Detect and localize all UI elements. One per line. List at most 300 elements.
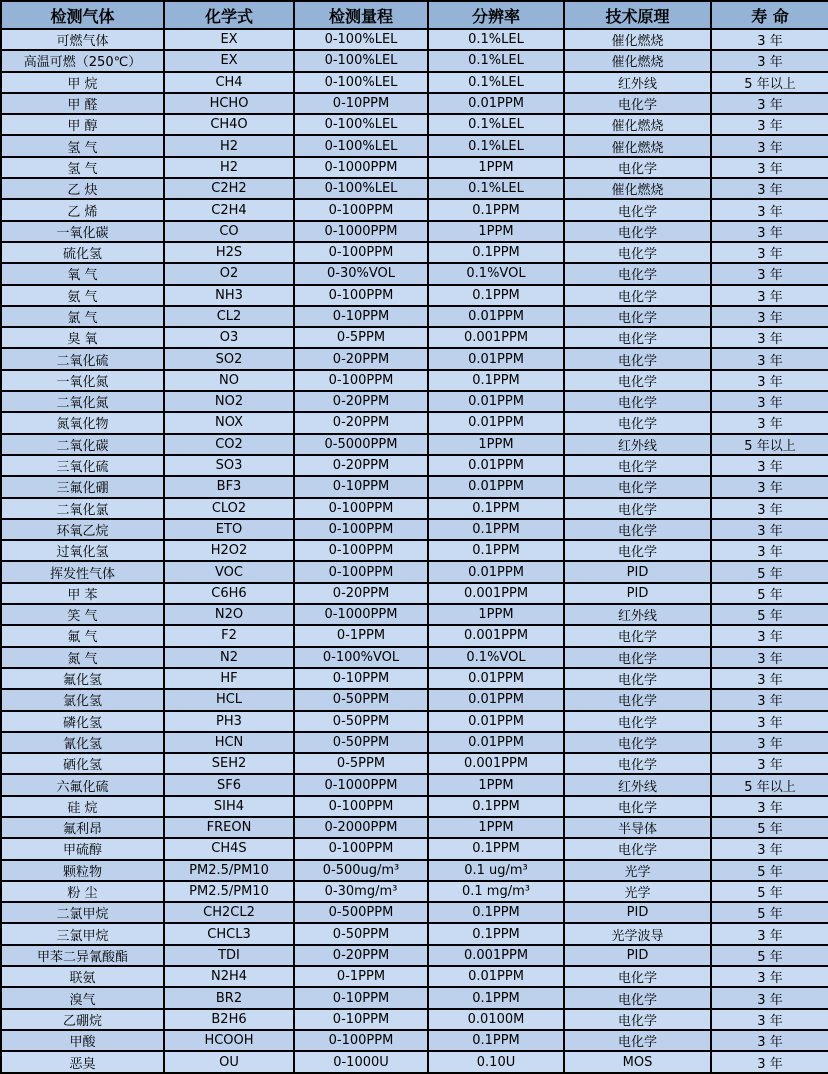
cell-lifespan: 3 年 bbox=[711, 1051, 828, 1073]
cell-resolution: 0.0100M bbox=[428, 1009, 564, 1030]
cell-range: 0-1PPM bbox=[294, 966, 428, 987]
cell-formula: EX bbox=[164, 29, 294, 50]
cell-formula: CH4 bbox=[164, 72, 294, 93]
cell-lifespan: 3 年 bbox=[711, 923, 828, 944]
cell-resolution: 1PPM bbox=[428, 604, 564, 625]
cell-principle: 催化燃烧 bbox=[564, 29, 711, 50]
cell-resolution: 0.01PPM bbox=[428, 391, 564, 412]
cell-principle: 电化学 bbox=[564, 1030, 711, 1051]
cell-lifespan: 3 年 bbox=[711, 625, 828, 646]
cell-formula: SF6 bbox=[164, 774, 294, 795]
cell-gas: 氢 气 bbox=[1, 157, 164, 178]
cell-resolution: 0.1PPM bbox=[428, 1030, 564, 1051]
header-principle: 技术原理 bbox=[564, 1, 711, 29]
cell-lifespan: 3 年 bbox=[711, 647, 828, 668]
cell-lifespan: 5 年 bbox=[711, 561, 828, 582]
cell-lifespan: 3 年 bbox=[711, 370, 828, 391]
cell-principle: 电化学 bbox=[564, 987, 711, 1008]
header-resolution: 分辨率 bbox=[428, 1, 564, 29]
cell-resolution: 0.001PPM bbox=[428, 625, 564, 646]
cell-range: 0-10PPM bbox=[294, 668, 428, 689]
cell-principle: 电化学 bbox=[564, 1009, 711, 1030]
cell-gas: 六氟化硫 bbox=[1, 774, 164, 795]
cell-resolution: 0.1%LEL bbox=[428, 29, 564, 50]
header-range: 检测量程 bbox=[294, 1, 428, 29]
cell-resolution: 0.01PPM bbox=[428, 476, 564, 497]
cell-lifespan: 3 年 bbox=[711, 263, 828, 284]
table-row bbox=[1, 987, 828, 1008]
cell-range: 0-1000PPM bbox=[294, 221, 428, 242]
cell-resolution: 0.01PPM bbox=[428, 561, 564, 582]
cell-range: 0-50PPM bbox=[294, 923, 428, 944]
cell-resolution: 0.1 mg/m³ bbox=[428, 881, 564, 902]
gas-table-body bbox=[1, 29, 828, 1073]
cell-lifespan: 5 年 bbox=[711, 583, 828, 604]
cell-resolution: 1PPM bbox=[428, 157, 564, 178]
cell-formula: OU bbox=[164, 1051, 294, 1073]
cell-gas: 颗粒物 bbox=[1, 860, 164, 881]
cell-resolution: 0.1%VOL bbox=[428, 647, 564, 668]
cell-resolution: 0.01PPM bbox=[428, 966, 564, 987]
header-row bbox=[1, 1, 828, 29]
cell-formula: PM2.5/PM10 bbox=[164, 860, 294, 881]
table-row bbox=[1, 72, 828, 93]
cell-resolution: 1PPM bbox=[428, 221, 564, 242]
cell-gas: 氰化氢 bbox=[1, 732, 164, 753]
cell-lifespan: 5 年以上 bbox=[711, 774, 828, 795]
cell-resolution: 0.01PPM bbox=[428, 689, 564, 710]
cell-range: 0-1PPM bbox=[294, 625, 428, 646]
cell-formula: NOX bbox=[164, 412, 294, 433]
cell-range: 0-100PPM bbox=[294, 838, 428, 859]
cell-range: 0-100PPM bbox=[294, 370, 428, 391]
cell-formula: C2H4 bbox=[164, 199, 294, 220]
table-row bbox=[1, 774, 828, 795]
header-gas: 检测气体 bbox=[1, 1, 164, 29]
table-row bbox=[1, 519, 828, 540]
cell-resolution: 0.1PPM bbox=[428, 285, 564, 306]
table-row bbox=[1, 434, 828, 455]
cell-principle: 光学波导 bbox=[564, 923, 711, 944]
cell-lifespan: 5 年 bbox=[711, 902, 828, 923]
cell-principle: 电化学 bbox=[564, 327, 711, 348]
cell-gas: 二氯甲烷 bbox=[1, 902, 164, 923]
cell-gas: 甲 醛 bbox=[1, 93, 164, 114]
cell-gas: 一氧化碳 bbox=[1, 221, 164, 242]
cell-formula: EX bbox=[164, 50, 294, 71]
cell-resolution: 0.01PPM bbox=[428, 732, 564, 753]
cell-formula: NO bbox=[164, 370, 294, 391]
cell-formula: SEH2 bbox=[164, 753, 294, 774]
cell-lifespan: 3 年 bbox=[711, 987, 828, 1008]
cell-gas: 氯 气 bbox=[1, 306, 164, 327]
cell-resolution: 0.1%LEL bbox=[428, 50, 564, 71]
cell-gas: 氟 气 bbox=[1, 625, 164, 646]
cell-formula: SO2 bbox=[164, 348, 294, 369]
cell-principle: 电化学 bbox=[564, 455, 711, 476]
cell-resolution: 0.1%LEL bbox=[428, 178, 564, 199]
cell-range: 0-5000PPM bbox=[294, 434, 428, 455]
cell-gas: 三氧化硫 bbox=[1, 455, 164, 476]
cell-gas: 可燃气体 bbox=[1, 29, 164, 50]
table-row bbox=[1, 881, 828, 902]
table-row bbox=[1, 221, 828, 242]
cell-range: 0-2000PPM bbox=[294, 817, 428, 838]
cell-formula: O3 bbox=[164, 327, 294, 348]
cell-formula: FREON bbox=[164, 817, 294, 838]
table-row bbox=[1, 796, 828, 817]
cell-range: 0-10PPM bbox=[294, 476, 428, 497]
cell-formula: HCOOH bbox=[164, 1030, 294, 1051]
cell-formula: NO2 bbox=[164, 391, 294, 412]
cell-resolution: 0.01PPM bbox=[428, 412, 564, 433]
cell-formula: F2 bbox=[164, 625, 294, 646]
cell-principle: 催化燃烧 bbox=[564, 135, 711, 156]
cell-principle: MOS bbox=[564, 1051, 711, 1073]
cell-gas: 硒化氢 bbox=[1, 753, 164, 774]
cell-range: 0-100PPM bbox=[294, 796, 428, 817]
cell-principle: 半导体 bbox=[564, 817, 711, 838]
cell-formula: PM2.5/PM10 bbox=[164, 881, 294, 902]
cell-formula: CH2CL2 bbox=[164, 902, 294, 923]
cell-lifespan: 3 年 bbox=[711, 157, 828, 178]
table-row bbox=[1, 1051, 828, 1073]
cell-lifespan: 3 年 bbox=[711, 242, 828, 263]
table-row bbox=[1, 285, 828, 306]
cell-formula: C2H2 bbox=[164, 178, 294, 199]
table-row bbox=[1, 945, 828, 966]
cell-range: 0-1000U bbox=[294, 1051, 428, 1073]
cell-gas: 甲硫醇 bbox=[1, 838, 164, 859]
cell-range: 0-50PPM bbox=[294, 732, 428, 753]
table-row bbox=[1, 93, 828, 114]
cell-principle: 光学 bbox=[564, 860, 711, 881]
cell-range: 0-100%LEL bbox=[294, 50, 428, 71]
cell-formula: HCL bbox=[164, 689, 294, 710]
cell-lifespan: 3 年 bbox=[711, 668, 828, 689]
table-row bbox=[1, 604, 828, 625]
cell-resolution: 0.1%LEL bbox=[428, 135, 564, 156]
cell-principle: 红外线 bbox=[564, 434, 711, 455]
header-lifespan: 寿 命 bbox=[711, 1, 828, 29]
cell-range: 0-100%VOL bbox=[294, 647, 428, 668]
cell-principle: 电化学 bbox=[564, 412, 711, 433]
cell-lifespan: 3 年 bbox=[711, 1009, 828, 1030]
cell-formula: N2 bbox=[164, 647, 294, 668]
cell-formula: BR2 bbox=[164, 987, 294, 1008]
cell-principle: 电化学 bbox=[564, 838, 711, 859]
cell-principle: 催化燃烧 bbox=[564, 178, 711, 199]
cell-resolution: 0.01PPM bbox=[428, 668, 564, 689]
cell-gas: 氧 气 bbox=[1, 263, 164, 284]
cell-gas: 二氧化氯 bbox=[1, 498, 164, 519]
cell-formula: H2 bbox=[164, 135, 294, 156]
cell-gas: 氟化氢 bbox=[1, 668, 164, 689]
cell-formula: CO bbox=[164, 221, 294, 242]
table-row bbox=[1, 327, 828, 348]
cell-lifespan: 3 年 bbox=[711, 689, 828, 710]
cell-formula: O2 bbox=[164, 263, 294, 284]
cell-lifespan: 3 年 bbox=[711, 327, 828, 348]
cell-lifespan: 3 年 bbox=[711, 540, 828, 561]
cell-principle: 电化学 bbox=[564, 668, 711, 689]
cell-principle: 电化学 bbox=[564, 711, 711, 732]
cell-resolution: 0.1%LEL bbox=[428, 114, 564, 135]
cell-principle: 电化学 bbox=[564, 647, 711, 668]
cell-principle: 电化学 bbox=[564, 753, 711, 774]
cell-range: 0-100PPM bbox=[294, 561, 428, 582]
cell-range: 0-30mg/m³ bbox=[294, 881, 428, 902]
cell-gas: 氮 气 bbox=[1, 647, 164, 668]
cell-gas: 乙 炔 bbox=[1, 178, 164, 199]
cell-gas: 臭 氧 bbox=[1, 327, 164, 348]
cell-range: 0-1000PPM bbox=[294, 604, 428, 625]
cell-principle: 催化燃烧 bbox=[564, 50, 711, 71]
cell-gas: 挥发性气体 bbox=[1, 561, 164, 582]
cell-gas: 一氧化氮 bbox=[1, 370, 164, 391]
cell-range: 0-500ug/m³ bbox=[294, 860, 428, 881]
cell-range: 0-100PPM bbox=[294, 242, 428, 263]
cell-resolution: 0.001PPM bbox=[428, 945, 564, 966]
cell-principle: 电化学 bbox=[564, 519, 711, 540]
cell-resolution: 0.1PPM bbox=[428, 902, 564, 923]
cell-principle: 电化学 bbox=[564, 263, 711, 284]
cell-lifespan: 3 年 bbox=[711, 519, 828, 540]
cell-principle: 电化学 bbox=[564, 285, 711, 306]
cell-principle: 电化学 bbox=[564, 348, 711, 369]
cell-gas: 环氧乙烷 bbox=[1, 519, 164, 540]
cell-range: 0-20PPM bbox=[294, 412, 428, 433]
cell-resolution: 0.1PPM bbox=[428, 923, 564, 944]
cell-range: 0-1000PPM bbox=[294, 157, 428, 178]
table-row bbox=[1, 1009, 828, 1030]
cell-principle: 电化学 bbox=[564, 306, 711, 327]
cell-lifespan: 5 年 bbox=[711, 881, 828, 902]
cell-gas: 三氟化硼 bbox=[1, 476, 164, 497]
table-row bbox=[1, 242, 828, 263]
cell-range: 0-1000PPM bbox=[294, 774, 428, 795]
cell-lifespan: 3 年 bbox=[711, 114, 828, 135]
table-row bbox=[1, 860, 828, 881]
cell-formula: H2O2 bbox=[164, 540, 294, 561]
cell-range: 0-10PPM bbox=[294, 93, 428, 114]
table-row bbox=[1, 966, 828, 987]
cell-formula: CLO2 bbox=[164, 498, 294, 519]
cell-principle: 电化学 bbox=[564, 199, 711, 220]
cell-lifespan: 3 年 bbox=[711, 199, 828, 220]
table-row bbox=[1, 923, 828, 944]
cell-gas: 粉 尘 bbox=[1, 881, 164, 902]
cell-principle: 催化燃烧 bbox=[564, 114, 711, 135]
table-row bbox=[1, 711, 828, 732]
cell-resolution: 0.1%LEL bbox=[428, 72, 564, 93]
cell-formula: TDI bbox=[164, 945, 294, 966]
cell-lifespan: 3 年 bbox=[711, 476, 828, 497]
cell-formula: PH3 bbox=[164, 711, 294, 732]
cell-gas: 氮氧化物 bbox=[1, 412, 164, 433]
cell-gas: 联氨 bbox=[1, 966, 164, 987]
cell-resolution: 1PPM bbox=[428, 434, 564, 455]
table-row bbox=[1, 50, 828, 71]
cell-resolution: 0.01PPM bbox=[428, 348, 564, 369]
cell-gas: 甲酸 bbox=[1, 1030, 164, 1051]
cell-lifespan: 3 年 bbox=[711, 178, 828, 199]
cell-lifespan: 3 年 bbox=[711, 135, 828, 156]
cell-range: 0-100PPM bbox=[294, 540, 428, 561]
cell-formula: ETO bbox=[164, 519, 294, 540]
cell-resolution: 1PPM bbox=[428, 817, 564, 838]
cell-range: 0-20PPM bbox=[294, 945, 428, 966]
table-row bbox=[1, 561, 828, 582]
cell-range: 0-100PPM bbox=[294, 285, 428, 306]
cell-resolution: 0.1PPM bbox=[428, 796, 564, 817]
table-row bbox=[1, 540, 828, 561]
cell-resolution: 1PPM bbox=[428, 774, 564, 795]
table-row bbox=[1, 412, 828, 433]
table-row bbox=[1, 753, 828, 774]
cell-principle: 电化学 bbox=[564, 476, 711, 497]
cell-gas: 甲 烷 bbox=[1, 72, 164, 93]
table-row bbox=[1, 199, 828, 220]
cell-gas: 三氯甲烷 bbox=[1, 923, 164, 944]
table-row bbox=[1, 583, 828, 604]
cell-principle: 光学 bbox=[564, 881, 711, 902]
header-formula: 化学式 bbox=[164, 1, 294, 29]
cell-resolution: 0.1PPM bbox=[428, 242, 564, 263]
cell-resolution: 0.1 ug/m³ bbox=[428, 860, 564, 881]
cell-range: 0-100PPM bbox=[294, 498, 428, 519]
cell-lifespan: 3 年 bbox=[711, 455, 828, 476]
cell-lifespan: 3 年 bbox=[711, 1030, 828, 1051]
table-row bbox=[1, 29, 828, 50]
cell-range: 0-30%VOL bbox=[294, 263, 428, 284]
table-row bbox=[1, 817, 828, 838]
cell-range: 0-20PPM bbox=[294, 391, 428, 412]
cell-principle: PID bbox=[564, 561, 711, 582]
cell-lifespan: 3 年 bbox=[711, 498, 828, 519]
cell-formula: H2 bbox=[164, 157, 294, 178]
cell-resolution: 0.01PPM bbox=[428, 306, 564, 327]
table-row bbox=[1, 263, 828, 284]
cell-resolution: 0.01PPM bbox=[428, 711, 564, 732]
cell-lifespan: 3 年 bbox=[711, 391, 828, 412]
table-row bbox=[1, 647, 828, 668]
cell-range: 0-20PPM bbox=[294, 583, 428, 604]
cell-resolution: 0.1PPM bbox=[428, 838, 564, 859]
cell-lifespan: 3 年 bbox=[711, 753, 828, 774]
table-row bbox=[1, 306, 828, 327]
cell-lifespan: 3 年 bbox=[711, 838, 828, 859]
cell-gas: 氯化氢 bbox=[1, 689, 164, 710]
cell-gas: 二氧化氮 bbox=[1, 391, 164, 412]
cell-lifespan: 5 年 bbox=[711, 604, 828, 625]
cell-lifespan: 3 年 bbox=[711, 796, 828, 817]
cell-lifespan: 5 年以上 bbox=[711, 434, 828, 455]
cell-formula: B2H6 bbox=[164, 1009, 294, 1030]
cell-resolution: 0.1PPM bbox=[428, 498, 564, 519]
cell-principle: PID bbox=[564, 945, 711, 966]
table-row bbox=[1, 135, 828, 156]
cell-resolution: 0.01PPM bbox=[428, 93, 564, 114]
cell-principle: 电化学 bbox=[564, 625, 711, 646]
cell-range: 0-100%LEL bbox=[294, 72, 428, 93]
cell-lifespan: 3 年 bbox=[711, 93, 828, 114]
cell-principle: 电化学 bbox=[564, 391, 711, 412]
cell-formula: CH4S bbox=[164, 838, 294, 859]
cell-lifespan: 5 年 bbox=[711, 860, 828, 881]
cell-lifespan: 3 年 bbox=[711, 50, 828, 71]
cell-lifespan: 3 年 bbox=[711, 221, 828, 242]
cell-principle: 红外线 bbox=[564, 72, 711, 93]
cell-lifespan: 3 年 bbox=[711, 285, 828, 306]
cell-lifespan: 3 年 bbox=[711, 306, 828, 327]
table-row bbox=[1, 625, 828, 646]
cell-gas: 硅 烷 bbox=[1, 796, 164, 817]
cell-gas: 溴气 bbox=[1, 987, 164, 1008]
table-row bbox=[1, 157, 828, 178]
cell-range: 0-500PPM bbox=[294, 902, 428, 923]
cell-principle: 电化学 bbox=[564, 221, 711, 242]
cell-range: 0-5PPM bbox=[294, 753, 428, 774]
cell-range: 0-100%LEL bbox=[294, 135, 428, 156]
cell-lifespan: 5 年 bbox=[711, 817, 828, 838]
cell-principle: 电化学 bbox=[564, 966, 711, 987]
cell-formula: N2O bbox=[164, 604, 294, 625]
cell-lifespan: 3 年 bbox=[711, 711, 828, 732]
cell-gas: 甲苯二异氰酸酯 bbox=[1, 945, 164, 966]
table-row bbox=[1, 732, 828, 753]
cell-lifespan: 5 年 bbox=[711, 945, 828, 966]
cell-principle: 电化学 bbox=[564, 157, 711, 178]
cell-gas: 过氧化氢 bbox=[1, 540, 164, 561]
table-row bbox=[1, 1030, 828, 1051]
cell-gas: 甲 醇 bbox=[1, 114, 164, 135]
cell-range: 0-100%LEL bbox=[294, 178, 428, 199]
cell-formula: NH3 bbox=[164, 285, 294, 306]
cell-range: 0-20PPM bbox=[294, 455, 428, 476]
cell-gas: 乙硼烷 bbox=[1, 1009, 164, 1030]
cell-gas: 硫化氢 bbox=[1, 242, 164, 263]
cell-resolution: 0.1PPM bbox=[428, 987, 564, 1008]
cell-range: 0-100%LEL bbox=[294, 29, 428, 50]
table-row bbox=[1, 498, 828, 519]
cell-principle: PID bbox=[564, 583, 711, 604]
cell-principle: 电化学 bbox=[564, 796, 711, 817]
cell-gas: 磷化氢 bbox=[1, 711, 164, 732]
cell-resolution: 0.1PPM bbox=[428, 199, 564, 220]
cell-gas: 二氧化碳 bbox=[1, 434, 164, 455]
cell-lifespan: 3 年 bbox=[711, 29, 828, 50]
cell-formula: HCHO bbox=[164, 93, 294, 114]
cell-gas: 恶臭 bbox=[1, 1051, 164, 1073]
cell-formula: CHCL3 bbox=[164, 923, 294, 944]
cell-principle: 电化学 bbox=[564, 498, 711, 519]
cell-lifespan: 3 年 bbox=[711, 732, 828, 753]
table-row bbox=[1, 114, 828, 135]
cell-principle: 电化学 bbox=[564, 689, 711, 710]
cell-range: 0-100%LEL bbox=[294, 114, 428, 135]
cell-gas: 乙 烯 bbox=[1, 199, 164, 220]
table-row bbox=[1, 178, 828, 199]
table-row bbox=[1, 668, 828, 689]
cell-range: 0-10PPM bbox=[294, 306, 428, 327]
cell-formula: CL2 bbox=[164, 306, 294, 327]
cell-formula: SIH4 bbox=[164, 796, 294, 817]
cell-gas: 甲 苯 bbox=[1, 583, 164, 604]
cell-formula: CH4O bbox=[164, 114, 294, 135]
cell-lifespan: 3 年 bbox=[711, 348, 828, 369]
cell-range: 0-100PPM bbox=[294, 199, 428, 220]
